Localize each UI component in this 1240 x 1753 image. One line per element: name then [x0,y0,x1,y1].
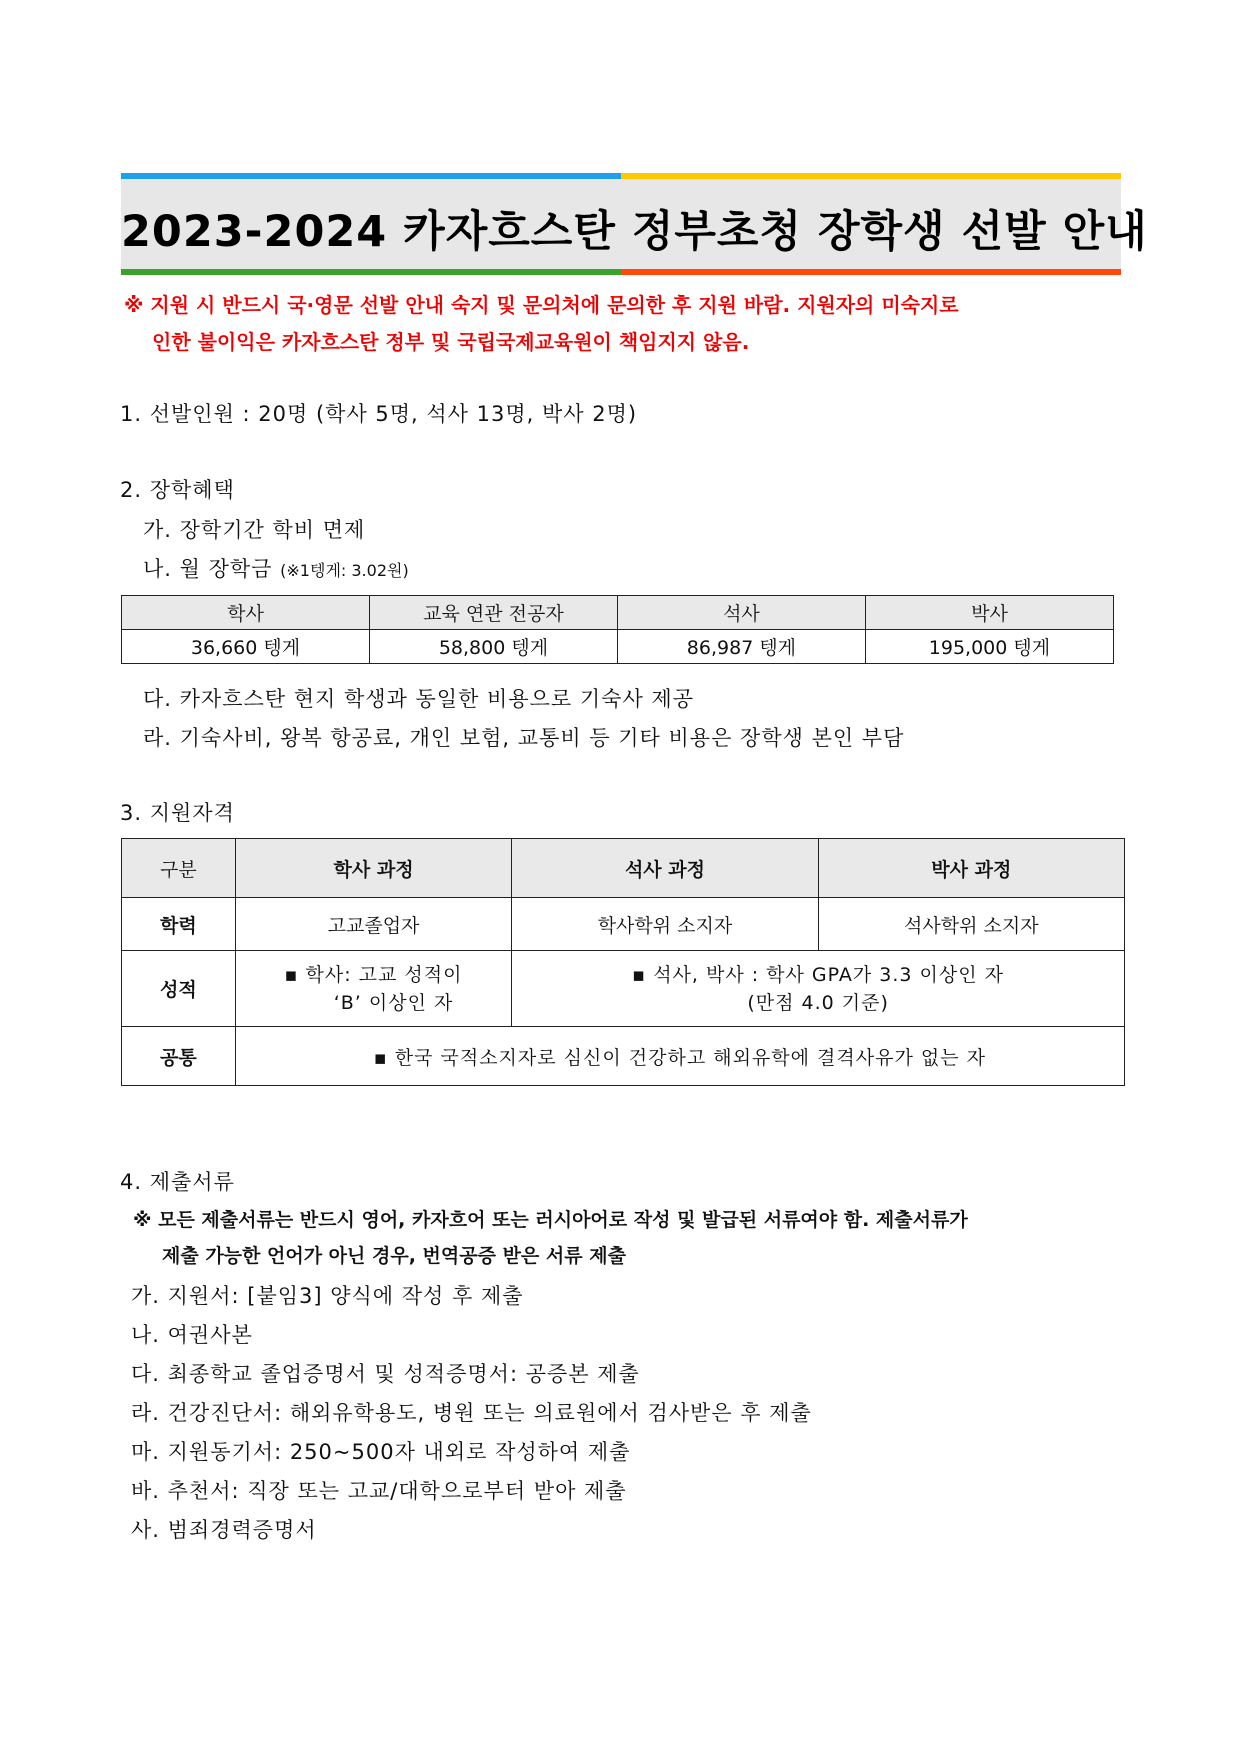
document-item: 마. 지원동기서: 250~500자 내외로 작성하여 제출 [131,1440,631,1464]
header-master: 석사 [617,596,865,630]
eligibility-table [121,838,1125,1086]
section-3-heading: 3. 지원자격 [120,801,235,825]
table-row [122,630,1114,664]
header-master-course: 석사 과정 [512,839,818,898]
title-bar-bottom-left [121,269,621,275]
scholarship-amount-table [121,595,1114,664]
table-row [122,898,1125,951]
table-header-row [122,839,1125,898]
grade-bachelor-line-1: ▪ 학사: 고교 성적이 [284,963,463,986]
notice-line-1: ※ 지원 시 반드시 국·영문 선발 안내 숙지 및 문의처에 문의한 후 지원 바람. 지원자의 미숙지로 [124,293,959,317]
common-requirement: ▪ 한국 국적소지자로 심신이 건강하고 해외유학에 결격사유가 없는 자 [235,1027,1124,1086]
title-bar-bottom-right [621,269,1121,275]
section-1-recruitment: 1. 선발인원 : 20명 (학사 5명, 석사 13명, 박사 2명) [120,402,638,426]
table-header-row [122,596,1114,630]
grade-bachelor [235,951,512,1027]
header-category: 구분 [122,839,236,898]
section-4-heading: 4. 제출서류 [120,1170,235,1194]
grade-graduate [512,951,1125,1027]
grade-graduate-line-1: ▪ 석사, 박사 : 학사 GPA가 3.3 이상인 자 [632,963,1004,986]
amount-doctor: 195,000 텡게 [865,630,1113,664]
section-2-item-a: 가. 장학기간 학비 면제 [143,518,366,542]
section-4-note-line-1: ※ 모든 제출서류는 반드시 영어, 카자흐어 또는 러시아어로 작성 및 발급된 서류여야 함. 제출서류가 [133,1209,968,1231]
amount-master: 86,987 텡게 [617,630,865,664]
document-item: 다. 최종학교 졸업증명서 및 성적증명서: 공증본 제출 [131,1362,640,1386]
grade-bachelor-line-2: ‘B’ 이상인 자 [333,991,454,1014]
section-4-note-line-2: 제출 가능한 언어가 아닌 경우, 번역공증 받은 서류 제출 [162,1245,626,1267]
grade-graduate-line-2: (만점 4.0 기준) [747,991,889,1014]
table-row [122,951,1125,1027]
document-item: 가. 지원서: [붙임3] 양식에 작성 후 제출 [131,1284,524,1308]
document-item: 사. 범죄경력증명서 [131,1518,317,1542]
header-bachelor: 학사 [122,596,370,630]
document-item: 바. 추천서: 직장 또는 고교/대학으로부터 받아 제출 [131,1479,627,1503]
page-title: 2023-2024 카자흐스탄 정부초청 장학생 선발 안내 [121,207,1148,257]
row-label-grade: 성적 [122,951,236,1027]
education-doctor: 석사학위 소지자 [818,898,1124,951]
notice-line-2: 인한 불이익은 카자흐스탄 정부 및 국립국제교육원이 책임지지 않음. [152,330,750,354]
education-bachelor: 고교졸업자 [235,898,512,951]
row-label-common: 공통 [122,1027,236,1086]
section-2-item-b-label: 나. 월 장학금 [143,557,273,581]
section-2-item-b [143,553,409,583]
section-2-item-d: 라. 기숙사비, 왕복 항공료, 개인 보험, 교통비 등 기타 비용은 장학생 본인 부담 [143,726,905,750]
row-label-education: 학력 [122,898,236,951]
header-education-major: 교육 연관 전공자 [369,596,617,630]
education-master: 학사학위 소지자 [512,898,818,951]
document-item: 나. 여권사본 [131,1323,253,1347]
header-doctor: 박사 [865,596,1113,630]
amount-bachelor: 36,660 텡게 [122,630,370,664]
header-bachelor-course: 학사 과정 [235,839,512,898]
document-item: 라. 건강진단서: 해외유학용도, 병원 또는 의료원에서 검사받은 후 제출 [131,1401,812,1425]
table-row [122,1027,1125,1086]
header-doctor-course: 박사 과정 [818,839,1124,898]
exchange-rate-note: (※1텡게: 3.02원) [280,561,409,580]
section-2-heading: 2. 장학혜택 [120,478,235,502]
section-2-item-c: 다. 카자흐스탄 현지 학생과 동일한 비용으로 기숙사 제공 [143,687,694,711]
amount-education-major: 58,800 텡게 [369,630,617,664]
